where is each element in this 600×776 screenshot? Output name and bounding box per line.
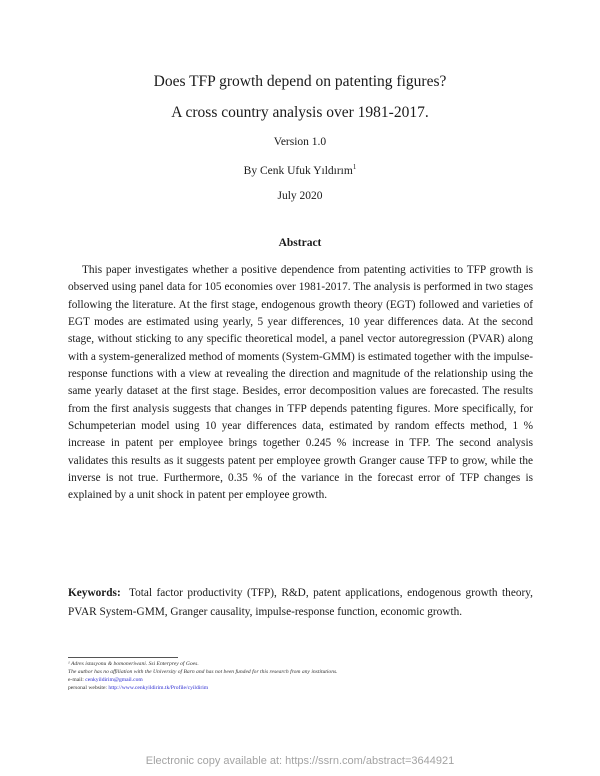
keywords-block <box>68 584 533 622</box>
keywords-text: Total factor productivity (TFP), R&D, patent applications, endogenous growth theory, PVAR System-GMM, Granger causality, impulse-response function, economic growth. <box>68 587 533 618</box>
email-label: e-mail: <box>68 677 84 683</box>
author-line <box>0 163 600 177</box>
paper-title-line2: A cross country analysis over 1981-2017. <box>171 104 429 121</box>
author-footnote-mark: 1 <box>352 163 357 171</box>
ssrn-footer: Electronic copy available at: https://ssrn.com/abstract=3644921 <box>145 755 455 767</box>
footnote-affiliation-text: ¹ Adres istasyonu & bomoneriwani. Ssi Enterprey of Goes. <box>68 661 199 667</box>
email-link[interactable]: cenkyildirim@gmail.com <box>85 677 143 683</box>
footnote-divider <box>68 657 178 658</box>
version-label: Version 1.0 <box>273 136 327 148</box>
paper-title-line1: Does TFP growth depend on patenting figures? <box>153 73 447 90</box>
paper-date: July 2020 <box>277 190 323 202</box>
keywords-label: Keywords: <box>68 587 121 599</box>
abstract-text: This paper investigates whether a positive dependence from patenting activities to TFP growth is observed using panel data for 105 economies over 1981-2017. The analysis is performed in two stages following the literature. At the first stage, endogenous growth theory (EGT) followed and varieties of EGT modes are estimated using yearly, 5 year differences, 10 year differences data. At the second stage, without sticking to any specific theoretical model, a panel vector autoregression (PVAR) along with a system-generalized method of moments (System-GMM) is estimated together with the impulse-response functions with a view at revealing the direction and magnitude of the relationship using the same yearly dataset at the first stage. Besides, error decomposition values are forecasted. The results from the first analysis suggests that changes in TFP depends patenting figures. More specifically, for Schumpeterian model using 10 year differences data, estimated by random effects method, 1 % increase in patent per employee brings together 0.245 % increase in TFP. The second analysis validates this results as it suggests patent per employee growth Granger cause TFP to grow, while the inverse is not true. Furthermore, 0.35 % of the variance in the forecast error of TFP changes is explained by a unit shock in patent per employee growth. <box>68 264 533 502</box>
abstract-heading: Abstract <box>278 237 322 249</box>
website-link[interactable]: http://www.cenkyildirim.tk/Profile/cyildirim <box>108 685 209 691</box>
website-label: personal website: <box>68 685 107 691</box>
author-name: Cenk Ufuk Yıldırım <box>259 164 353 177</box>
footnote-disclaimer-text: The author has no affiliation with the University of Barn and has not been funded for this research from any institutions. <box>68 669 338 675</box>
footnote-website <box>68 684 538 692</box>
author-prefix: By <box>243 164 258 177</box>
